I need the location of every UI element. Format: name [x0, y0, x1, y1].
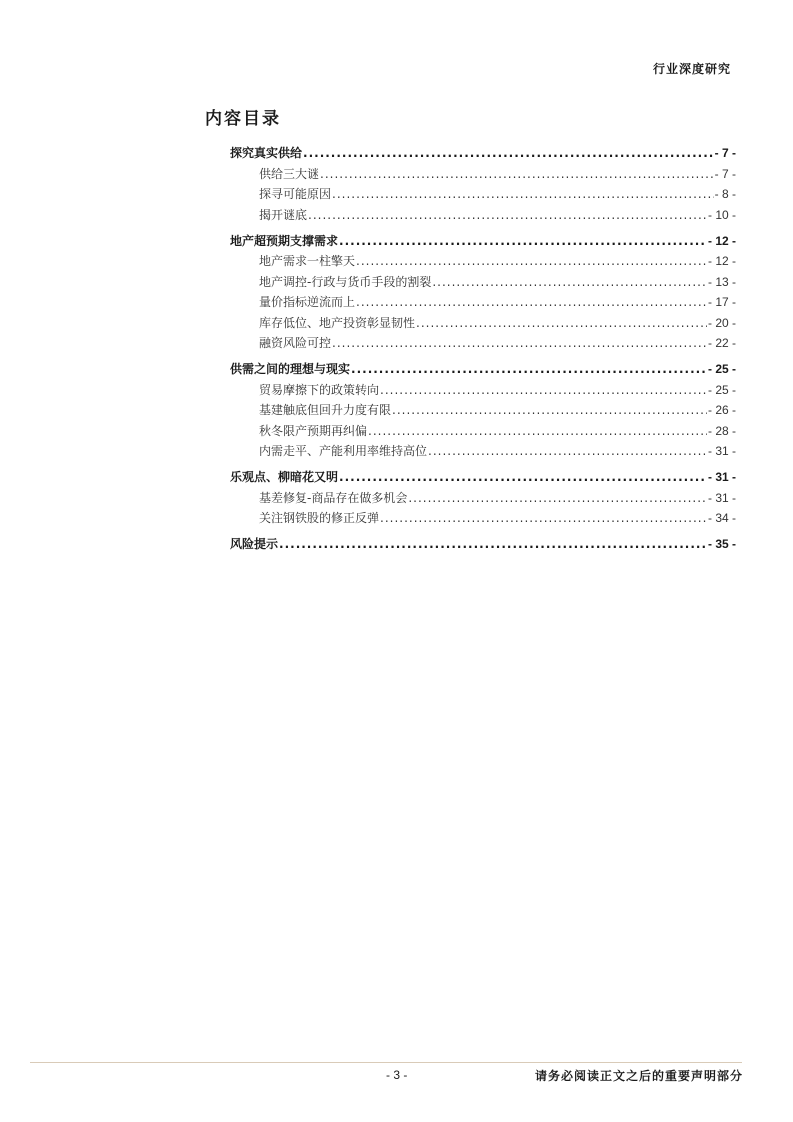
toc-section-entry[interactable]	[230, 359, 736, 380]
toc-section-entry[interactable]	[230, 231, 736, 252]
toc-subsection-entry[interactable]	[230, 508, 736, 529]
toc-subsection-page: - 20 -	[707, 315, 736, 330]
toc-subsection-label: 关注钢铁股的修正反弹	[259, 511, 380, 525]
toc-subsection-label: 地产需求一柱擎天	[259, 254, 356, 268]
header-title: 行业深度研究	[652, 62, 731, 76]
toc-leader-dots	[408, 488, 707, 509]
toc-subsection-entry[interactable]	[230, 292, 736, 313]
toc-section-entry[interactable]	[230, 467, 736, 488]
page-number: - 3 -	[386, 1068, 408, 1082]
toc-subsection-page: - 12 -	[707, 254, 736, 268]
toc-subsection-page: - 7 -	[714, 166, 736, 181]
toc-leader-dots	[332, 184, 714, 205]
toc-subsection-page: - 13 -	[707, 274, 736, 289]
toc-subsection-entry[interactable]	[230, 400, 736, 421]
toc-subsection-label: 融资风险可控	[259, 336, 332, 350]
toc-leader-dots	[303, 143, 714, 164]
toc-subsection-label: 基建触底但回升力度有限	[259, 403, 392, 417]
toc-section-entry[interactable]	[230, 143, 736, 164]
toc-subsection-page: - 22 -	[707, 336, 736, 350]
toc-subsection-page: - 10 -	[707, 207, 736, 222]
toc-section-page: - 35 -	[707, 537, 736, 551]
toc-subsection-entry[interactable]	[230, 380, 736, 401]
toc-leader-dots	[368, 421, 707, 442]
table-of-contents	[230, 143, 736, 555]
toc-subsection-entry[interactable]	[230, 313, 736, 334]
toc-leader-dots	[320, 164, 714, 185]
toc-leader-dots	[332, 333, 707, 354]
toc-subsection-label: 地产调控-行政与货币手段的割裂	[259, 274, 432, 289]
toc-subsection-label: 库存低位、地产投资彰显韧性	[259, 315, 416, 330]
toc-section-label: 供需之间的理想与现实	[230, 362, 351, 376]
toc-subsection-page: - 25 -	[707, 382, 736, 397]
toc-subsection-entry[interactable]	[230, 421, 736, 442]
toc-section-label: 地产超预期支撑需求	[230, 233, 339, 248]
toc-subsection-label: 秋冬限产预期再纠偏	[259, 423, 368, 438]
toc-section-label: 乐观点、柳暗花又明	[230, 470, 339, 484]
toc-leader-dots	[339, 467, 707, 488]
footer-disclaimer: 请务必阅读正文之后的重要声明部分	[534, 1069, 743, 1083]
toc-subsection-label: 供给三大谜	[259, 166, 320, 181]
footer-divider	[30, 1062, 742, 1063]
toc-section-page: - 25 -	[707, 362, 736, 376]
toc-leader-dots	[428, 441, 707, 462]
toc-heading: 内容目录	[205, 109, 281, 129]
toc-section-page: - 31 -	[707, 470, 736, 484]
toc-leader-dots	[432, 272, 707, 293]
toc-subsection-page: - 28 -	[707, 423, 736, 438]
toc-subsection-page: - 17 -	[707, 295, 736, 309]
toc-leader-dots	[380, 508, 707, 529]
toc-subsection-entry[interactable]	[230, 251, 736, 272]
toc-section-entry[interactable]	[230, 534, 736, 555]
toc-subsection-label: 基差修复-商品存在做多机会	[259, 490, 408, 505]
toc-subsection-page: - 26 -	[707, 403, 736, 417]
toc-leader-dots	[356, 251, 707, 272]
toc-subsection-page: - 31 -	[707, 490, 736, 505]
toc-leader-dots	[351, 359, 707, 380]
toc-subsection-label: 探寻可能原因	[259, 187, 332, 201]
toc-subsection-entry[interactable]	[230, 488, 736, 509]
toc-leader-dots	[339, 231, 707, 252]
toc-section-label: 风险提示	[230, 537, 279, 551]
toc-subsection-page: - 31 -	[707, 444, 736, 458]
toc-subsection-entry[interactable]	[230, 441, 736, 462]
toc-subsection-label: 量价指标逆流而上	[259, 295, 356, 309]
toc-subsection-entry[interactable]	[230, 333, 736, 354]
toc-leader-dots	[416, 313, 707, 334]
toc-subsection-page: - 8 -	[714, 187, 736, 201]
toc-subsection-label: 内需走平、产能利用率维持高位	[259, 444, 428, 458]
toc-subsection-entry[interactable]	[230, 205, 736, 226]
toc-subsection-entry[interactable]	[230, 164, 736, 185]
toc-subsection-label: 揭开谜底	[259, 207, 308, 222]
toc-subsection-label: 贸易摩擦下的政策转向	[259, 382, 380, 397]
toc-subsection-page: - 34 -	[707, 511, 736, 525]
toc-leader-dots	[392, 400, 707, 421]
toc-leader-dots	[308, 205, 707, 226]
toc-leader-dots	[380, 380, 707, 401]
toc-subsection-entry[interactable]	[230, 184, 736, 205]
toc-section-page: - 12 -	[707, 233, 736, 248]
toc-section-label: 探究真实供给	[230, 146, 303, 160]
toc-leader-dots	[279, 534, 707, 555]
toc-section-page: - 7 -	[714, 146, 736, 160]
toc-subsection-entry[interactable]	[230, 272, 736, 293]
toc-leader-dots	[356, 292, 707, 313]
